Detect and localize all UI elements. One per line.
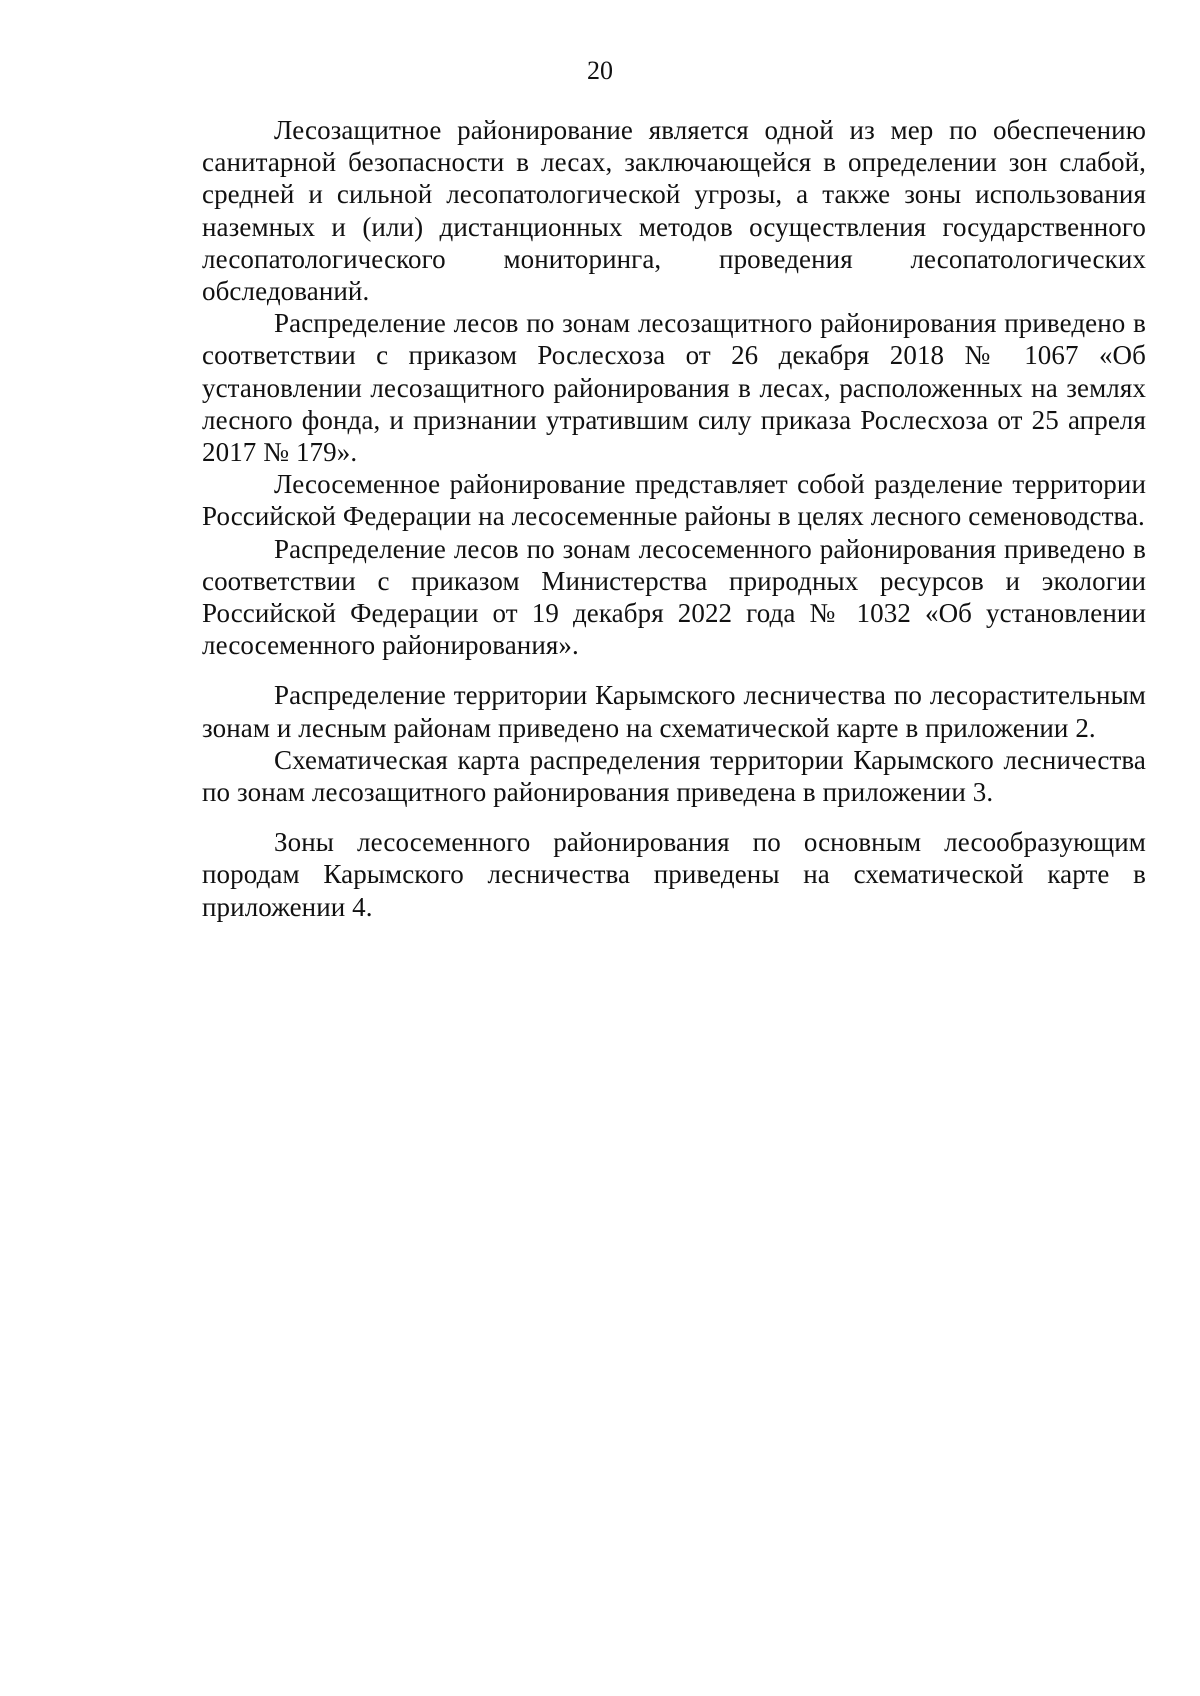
paragraph-seed-zoning-distribution: Распределение лесов по зонам лесосеменного районирования приведено в соответствии с приказом Министерства природных ресурсов и экологии Российской Федерации от 19 декабря 2022 года № 1032 «Об установлении лесосеменного районирования». — [202, 533, 1146, 661]
paragraph-forest-protection-distribution: Распределение лесов по зонам лесозащитного районирования приведено в соответствии с приказом Рослесхоза от 26 декабря 2018 № 1067 «Об установлении лесозащитного районирования в лесах, расположенных на землях лесного фонда, и признании утратившим силу приказа Рослесхоза от 25 апреля 2017 № 179». — [202, 308, 1146, 468]
paragraph-seed-zoning: Лесосеменное районирование представляет собой разделение территории Российской Федерации на лесосеменные районы в целях лесного семеноводства. — [202, 469, 1146, 532]
page-number: 20 — [587, 56, 613, 85]
paragraph-appendix-2: Распределение территории Карымского лесничества по лесорастительным зонам и лесным районам приведено на схематической карте в приложении 2. — [202, 680, 1146, 743]
paragraph-forest-protection-zoning: Лесозащитное районирование является одной из мер по обеспечению санитарной безопасности в лесах, заключающейся в определении зон слабой, средней и сильной лесопатологической угрозы, а также зоны использования наземных и (или) дистанционных методов осуществления государственного лесопатологического мониторинга, проведения лесопатологических обследований. — [202, 115, 1146, 307]
paragraph-appendix-3: Схематическая карта распределения территории Карымского лесничества по зонам лесозащитного районирования приведена в приложении 3. — [202, 744, 1146, 808]
document-body — [202, 114, 1146, 923]
paragraph-appendix-4: Зоны лесосеменного районирования по основным лесообразующим породам Карымского лесничества приведены на схематической карте в приложении 4. — [202, 827, 1146, 922]
